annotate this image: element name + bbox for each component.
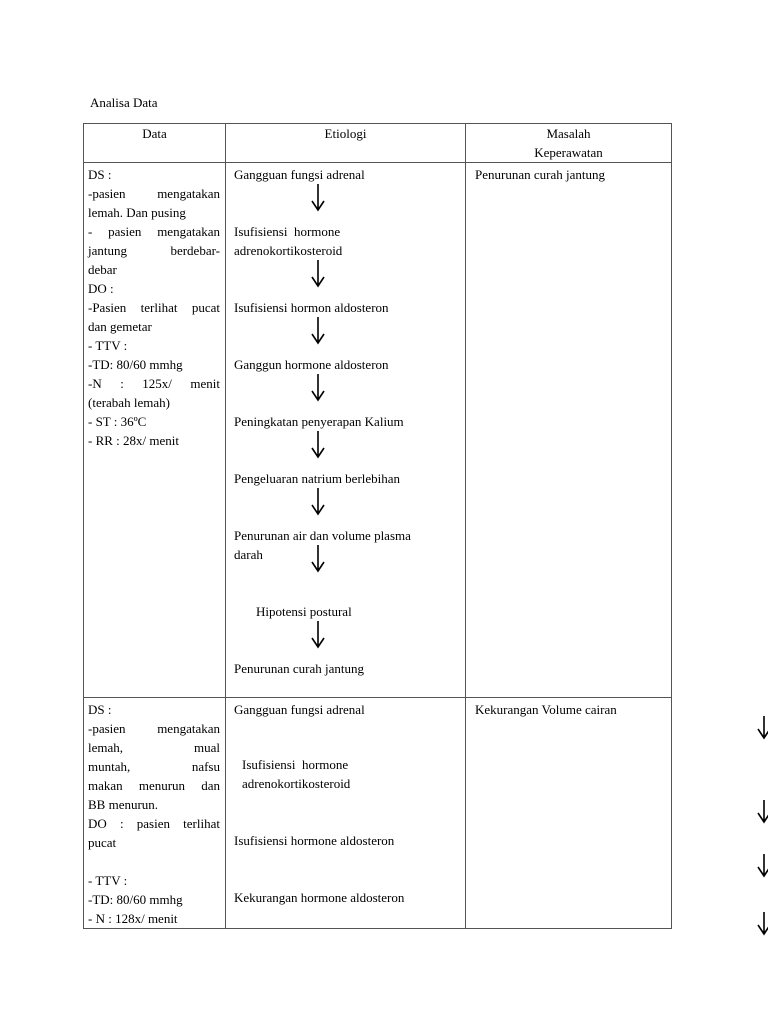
data-line: lemah. Dan pusing xyxy=(88,205,186,220)
etiologi-step: Gangguan fungsi adrenal xyxy=(234,167,365,182)
analysis-table xyxy=(83,123,672,929)
arrow-fragment-icon xyxy=(756,796,768,826)
data-cell xyxy=(84,163,226,698)
etiologi-flow xyxy=(234,700,459,907)
masalah-text: Penurunan curah jantung xyxy=(475,167,605,182)
masalah-text: Kekurangan Volume cairan xyxy=(475,702,617,717)
etiologi-step: Isufisiensi hormone adrenokortikosteroid xyxy=(242,757,351,791)
data-line: - RR : 28x/ menit xyxy=(88,433,179,448)
data-line: jantung berdebar- xyxy=(88,243,220,258)
data-line: (terabah lemah) xyxy=(88,395,170,410)
data-line: dan gemetar xyxy=(88,319,152,334)
data-line: pucat xyxy=(88,835,117,850)
document-title: Analisa Data xyxy=(90,95,158,110)
etiologi-flow xyxy=(234,165,459,678)
data-line: -TD: 80/60 mmhg xyxy=(88,892,183,907)
etiologi-step: Kekurangan hormone aldosteron xyxy=(234,890,405,905)
data-line: debar xyxy=(88,262,117,277)
down-arrow-icon xyxy=(311,260,325,290)
etiologi-step: Peningkatan penyerapan Kalium xyxy=(234,414,404,429)
data-line: - ST : 36ºC xyxy=(88,414,147,429)
table-row xyxy=(84,698,672,929)
data-line: -pasien mengatakan xyxy=(88,721,220,736)
data-line: BB menurun. xyxy=(88,797,159,812)
etiologi-step: Ganggun hormone aldosteron xyxy=(234,357,389,372)
data-line: - TTV : xyxy=(88,338,128,353)
masalah-cell xyxy=(466,163,672,698)
down-arrow-icon xyxy=(311,184,325,214)
data-line: -pasien mengatakan xyxy=(88,186,220,201)
table-header-row xyxy=(84,124,672,163)
etiologi-cell xyxy=(226,698,466,929)
header-masalah-line2: Keperawatan xyxy=(534,145,603,160)
data-line: - TTV : xyxy=(88,873,128,888)
etiologi-step: Isufisiensi hormone adrenokortikosteroid xyxy=(234,224,343,258)
data-line xyxy=(88,852,220,871)
down-arrow-icon xyxy=(311,431,325,461)
data-lines xyxy=(88,165,220,450)
header-data: Data xyxy=(84,124,226,163)
etiologi-step: Hipotensi postural xyxy=(256,604,352,619)
data-line: lemah, mual xyxy=(88,740,220,755)
header-masalah xyxy=(466,124,672,163)
etiologi-step: Gangguan fungsi adrenal xyxy=(234,702,365,717)
flow-gap xyxy=(234,719,459,755)
masalah-cell xyxy=(466,698,672,929)
data-line: makan menurun dan xyxy=(88,778,220,793)
data-lines xyxy=(88,700,220,928)
data-line: -TD: 80/60 mmhg xyxy=(88,357,183,372)
arrow-fragment-icon xyxy=(756,850,768,880)
arrow-fragment-icon xyxy=(756,908,768,938)
arrow-fragment-icon xyxy=(756,712,768,742)
table-row xyxy=(84,163,672,698)
data-line: - N : 128x/ menit xyxy=(88,911,178,926)
etiologi-cell xyxy=(226,163,466,698)
etiologi-step: Isufisiensi hormone aldosteron xyxy=(234,833,395,848)
etiologi-step: Penurunan curah jantung xyxy=(234,661,364,676)
data-cell xyxy=(84,698,226,929)
data-line: DS : xyxy=(88,167,112,182)
data-line: DS : xyxy=(88,702,112,717)
down-arrow-icon xyxy=(311,488,325,518)
data-line: -Pasien terlihat pucat xyxy=(88,300,220,315)
down-arrow-icon xyxy=(311,545,325,575)
data-line: - pasien mengatakan xyxy=(88,224,220,239)
data-line: DO : pasien terlihat xyxy=(88,816,220,831)
down-arrow-icon xyxy=(311,317,325,347)
data-line: -N : 125x/ menit xyxy=(88,376,220,391)
etiologi-step: Penurunan air dan volume plasma darah xyxy=(234,528,411,562)
down-arrow-icon xyxy=(311,374,325,404)
header-masalah-line1: Masalah xyxy=(546,126,591,141)
etiologi-step: Pengeluaran natrium berlebihan xyxy=(234,471,401,486)
data-line: DO : xyxy=(88,281,114,296)
flow-gap xyxy=(234,793,459,831)
data-line: muntah, nafsu xyxy=(88,759,220,774)
down-arrow-icon xyxy=(311,621,325,651)
header-etiologi: Etiologi xyxy=(226,124,466,163)
flow-gap xyxy=(234,850,459,888)
etiologi-step: Isufisiensi hormon aldosteron xyxy=(234,300,389,315)
